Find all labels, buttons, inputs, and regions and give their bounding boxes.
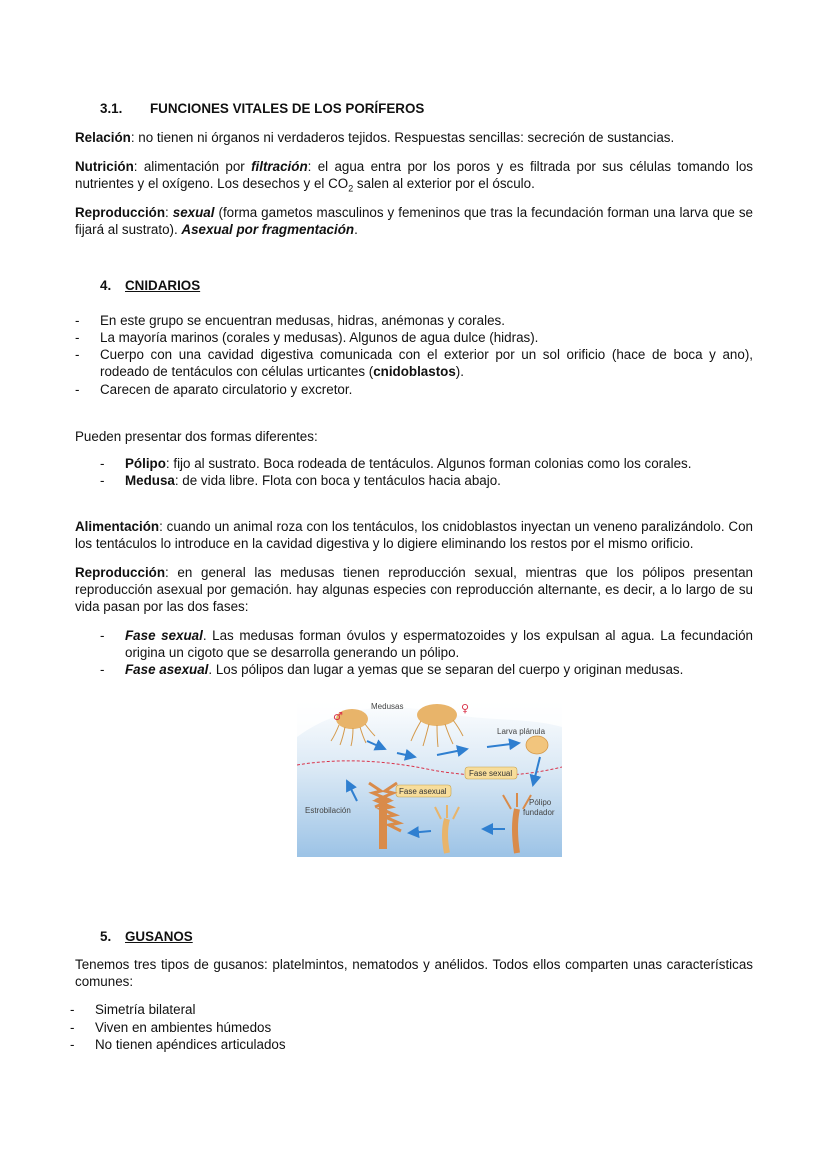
label-polipo: Pólipo (529, 798, 552, 807)
text-co2-subscript: 2 (348, 183, 354, 194)
text-fase-asexual: . Los pólipos dan lugar a yemas que se separan del cuerpo y originan medusas. (208, 662, 684, 677)
text-alimentacion: : cuando un animal roza con los tentáculos, los cnidoblastos inyectan un veneno paralizándolo. Con los tentáculos lo introduce en la cavidad digestiva y lo digiere eliminando los restos por el mismo orificio. (75, 519, 753, 551)
paragraph-reproduccion-poriferos (75, 204, 753, 238)
text-filtracion: filtración (251, 159, 308, 174)
section-title-5: GUSANOS (125, 929, 193, 944)
list-item (100, 346, 753, 380)
text-relacion: : no tienen ni órganos ni verdaderos tejidos. Respuestas sencillas: secreción de sustancias. (130, 130, 675, 145)
list-item (125, 627, 753, 661)
label-fundador: fundador (523, 808, 555, 817)
label-nutricion: Nutrición (75, 159, 134, 174)
text-sexual: sexual (172, 205, 215, 220)
label-reproduccion-cnidarios: Reproducción (75, 565, 166, 580)
bullet-dash: - (75, 330, 80, 345)
label-fase-asexual: Fase asexual (125, 662, 209, 677)
text-nutricion-d: salen al exterior por el ósculo. (353, 176, 535, 191)
paragraph-reproduccion-cnidarios (75, 564, 753, 615)
larva-icon (526, 736, 548, 754)
paragraph-relacion (75, 129, 753, 146)
bullet-dash: - (70, 1002, 75, 1017)
text-reproduccion-cnidarios: : en general las medusas tienen reproducción sexual, mientras que los pólipos presentan reproducción asexual por gemación. hay algunas especies con reproducción alternante, es decir, a lo largo de su vida pasan por las dos fases: (75, 565, 753, 614)
text-repro-a: : (165, 205, 173, 220)
bullet-dash: - (100, 662, 105, 677)
label-reproduccion-poriferos: Reproducción (75, 205, 166, 220)
text-fase-sexual: . Las medusas forman óvulos y espermatozoides y los expulsan al agua. La fecundación origina un cigoto que se desarrolla generando un pólipo. (125, 628, 753, 660)
label-polipo: Pólipo (125, 456, 166, 471)
bullet-dash: - (70, 1037, 75, 1052)
label-larva-planula: Larva plánula (497, 727, 546, 736)
text-bullet3-c: ). (455, 364, 464, 379)
bullet-dash: - (75, 382, 80, 397)
bullet-dash: - (75, 313, 80, 328)
text-repro-e: . (354, 222, 358, 237)
label-medusa: Medusa (125, 473, 175, 488)
text-polipo: : fijo al sustrato. Boca rodeada de tentáculos. Algunos forman colonias como los corales. (165, 456, 692, 471)
bullet-dash: - (70, 1020, 75, 1035)
label-medusas: Medusas (371, 702, 404, 711)
section-title-4: CNIDARIOS (125, 278, 201, 293)
bullet-dash: - (100, 473, 105, 488)
label-fase-sexual-figure: Fase sexual (469, 769, 513, 778)
label-fase-asexual-figure: Fase asexual (399, 787, 447, 796)
list-item: Simetría bilateral (95, 1002, 196, 1017)
paragraph-nutricion (75, 158, 753, 198)
bullet-dash: - (100, 628, 105, 643)
female-symbol: ♀ (461, 702, 470, 715)
section-number-3-1: 3.1. (100, 101, 123, 116)
bullet-dash: - (75, 347, 80, 362)
list-item: Viven en ambientes húmedos (95, 1020, 272, 1035)
list-item (125, 455, 753, 472)
text-cnidoblastos: cnidoblastos (373, 364, 456, 379)
label-alimentacion: Alimentación (75, 519, 160, 534)
list-item (125, 472, 753, 489)
section-number-5: 5. (100, 929, 112, 944)
text-bullet3-a: Cuerpo con una cavidad digestiva comunicada con el exterior por un sol orificio (hace de boca y ano), rodeado de tentáculos con células urticantes ( (100, 347, 753, 379)
list-item (125, 661, 753, 678)
male-symbol: ♂ (333, 710, 343, 723)
text-nutricion-a: : alimentación por (133, 159, 252, 174)
paragraph-gusanos-intro: Tenemos tres tipos de gusanos: platelmintos, nematodos y anélidos. Todos ellos comparten unas características comunes: (75, 957, 753, 989)
label-estrobilacion: Estrobilación (305, 806, 351, 815)
text-nutricion-c: : el agua entra por los poros y es filtrada por sus células tomando los nutrientes y el oxígeno. Los desechos y el CO (75, 159, 753, 191)
paragraph-formas-intro: Pueden presentar dos formas diferentes: (75, 429, 318, 444)
section-number-4: 4. (100, 278, 112, 293)
label-relacion: Relación (75, 130, 131, 145)
list-item: La mayoría marinos (corales y medusas). Algunos de agua dulce (hidras). (100, 330, 539, 345)
text-medusa: : de vida libre. Flota con boca y tentáculos hacia abajo. (174, 473, 501, 488)
section-title-3-1: FUNCIONES VITALES DE LOS PORÍFEROS (150, 101, 425, 116)
list-item: Carecen de aparato circulatorio y excretor. (100, 382, 353, 397)
list-item: En este grupo se encuentran medusas, hidras, anémonas y corales. (100, 313, 505, 328)
bullet-dash: - (100, 456, 105, 471)
paragraph-alimentacion (75, 518, 753, 552)
cnidarian-life-cycle-figure (297, 697, 562, 857)
text-repro-c: (forma gametos masculinos y femeninos que tras la fecundación forman una larva que se fijará al sustrato). (75, 205, 753, 237)
text-asexual-fragmentacion: Asexual por fragmentación (181, 222, 355, 237)
label-fase-sexual: Fase sexual (125, 628, 203, 643)
list-item: No tienen apéndices articulados (95, 1037, 286, 1052)
